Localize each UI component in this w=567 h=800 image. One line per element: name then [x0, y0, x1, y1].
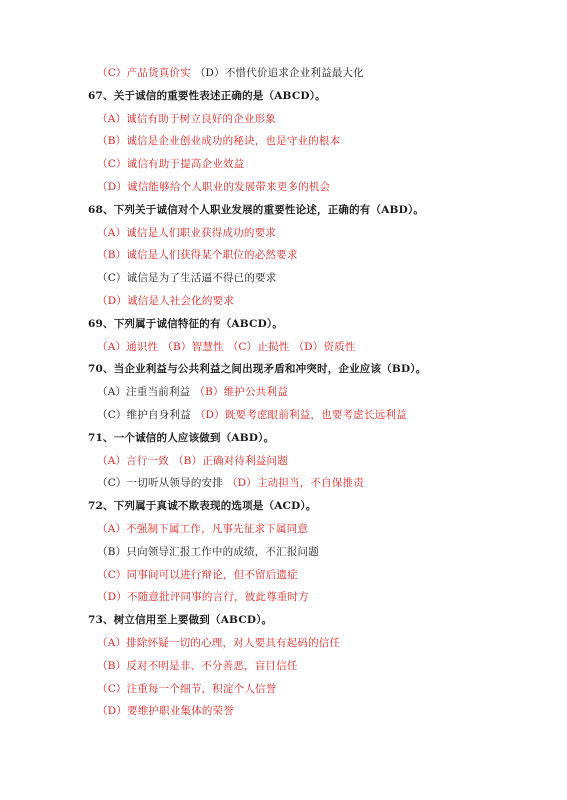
option-line	[97, 66, 364, 80]
option-line	[97, 248, 298, 262]
answer-option: （A）排除怀疑一切的心理，对人要具有起码的信任	[97, 637, 341, 649]
question-stem: 67、关于诚信的重要性表述正确的是（ABCD）。	[88, 89, 326, 102]
answer-option: （C）注重每一个细节，积淀个人信誉	[97, 682, 277, 695]
option-text: （D）不惜代价追求企业利益最大化	[194, 67, 364, 79]
option-line	[97, 659, 298, 673]
answer-option: （D）主动担当，不自保推责	[226, 477, 364, 490]
answer-option: （D）诚信是人社会化的要求	[97, 295, 235, 307]
answer-option: （A）通识性	[97, 340, 159, 353]
option-text: （C）诚信是为了生活逼不得已的要求	[97, 272, 277, 285]
option-line	[97, 112, 276, 126]
answer-option: （B）正确对待利益问题	[172, 454, 288, 467]
answer-option: （A）诚信是人们职业获得成功的要求	[97, 226, 276, 239]
answer-option: （D）既要考虑眼前利益，也要考虑长远利益	[194, 409, 407, 421]
option-line	[97, 134, 340, 148]
answer-option: （C）诚信有助于提高企业效益	[97, 158, 245, 171]
answer-option: （B）智慧性	[162, 340, 224, 353]
option-text: （A）注重当前利益	[97, 386, 191, 399]
question-stem: 72、下列属于真诚不欺表现的选项是（ACD）。	[88, 500, 317, 513]
answer-option: （D）资质性	[293, 340, 356, 353]
question-stem: 68、下列关于诚信对个人职业发展的重要性论述，正确的有（ABD）。	[88, 203, 425, 216]
option-line	[97, 590, 309, 604]
answer-option: （A）不强制下属工作，凡事先征求下属同意	[97, 523, 309, 535]
answer-option: （A）诚信有助于树立良好的企业形象	[97, 112, 276, 125]
option-line	[97, 408, 407, 422]
answer-option: （D）诚信能够给个人职业的发展带来更多的机会	[97, 181, 331, 193]
option-line	[97, 568, 298, 582]
answer-option: （C）同事间可以进行辩论，但不留后遗症	[97, 568, 298, 581]
option-line	[97, 545, 319, 559]
answer-option: （B）维护公共利益	[194, 386, 288, 399]
question-stem: 71、一个诚信的人应该做到（ABD）。	[88, 431, 275, 444]
option-line	[97, 704, 234, 718]
answer-option: （B）诚信是人们获得某个职位的必然要求	[97, 249, 298, 262]
option-line	[97, 454, 288, 468]
option-line	[97, 157, 244, 171]
option-line	[97, 271, 276, 285]
option-line	[97, 226, 276, 240]
answer-option: （C）止损性	[227, 340, 290, 353]
option-line	[97, 522, 308, 536]
option-text: （C）一切听从领导的安排	[97, 477, 223, 490]
answer-option: （B）反对不明是非、不分善恶，盲目信任	[97, 659, 298, 672]
option-line	[97, 180, 330, 194]
option-line	[97, 385, 288, 399]
answer-option: （B）诚信是企业创业成功的秘诀，也是守业的根本	[97, 135, 341, 148]
option-line	[97, 294, 234, 308]
question-stem: 70、当企业利益与公共利益之间出现矛盾和冲突时，企业应该（BD）。	[88, 363, 427, 376]
answer-option: （C）产品货真价实	[97, 67, 191, 79]
question-stem: 69、下列属于诚信特征的有（ABCD）。	[88, 317, 284, 330]
option-line	[97, 340, 356, 354]
option-line	[97, 636, 340, 650]
option-line	[97, 476, 364, 490]
answer-option: （D）不随意批评同事的言行，彼此尊重时方	[97, 591, 309, 604]
question-stem: 73、树立信用至上要做到（ABCD）。	[88, 614, 273, 627]
option-text: （B）只向领导汇报工作中的成绩，不汇报问题	[97, 545, 319, 558]
answer-option: （A）言行一致	[97, 454, 169, 467]
answer-option: （D）要维护职业集体的荣誉	[97, 705, 235, 718]
option-text: （C）维护自身利益	[97, 409, 191, 421]
option-line	[97, 682, 276, 696]
